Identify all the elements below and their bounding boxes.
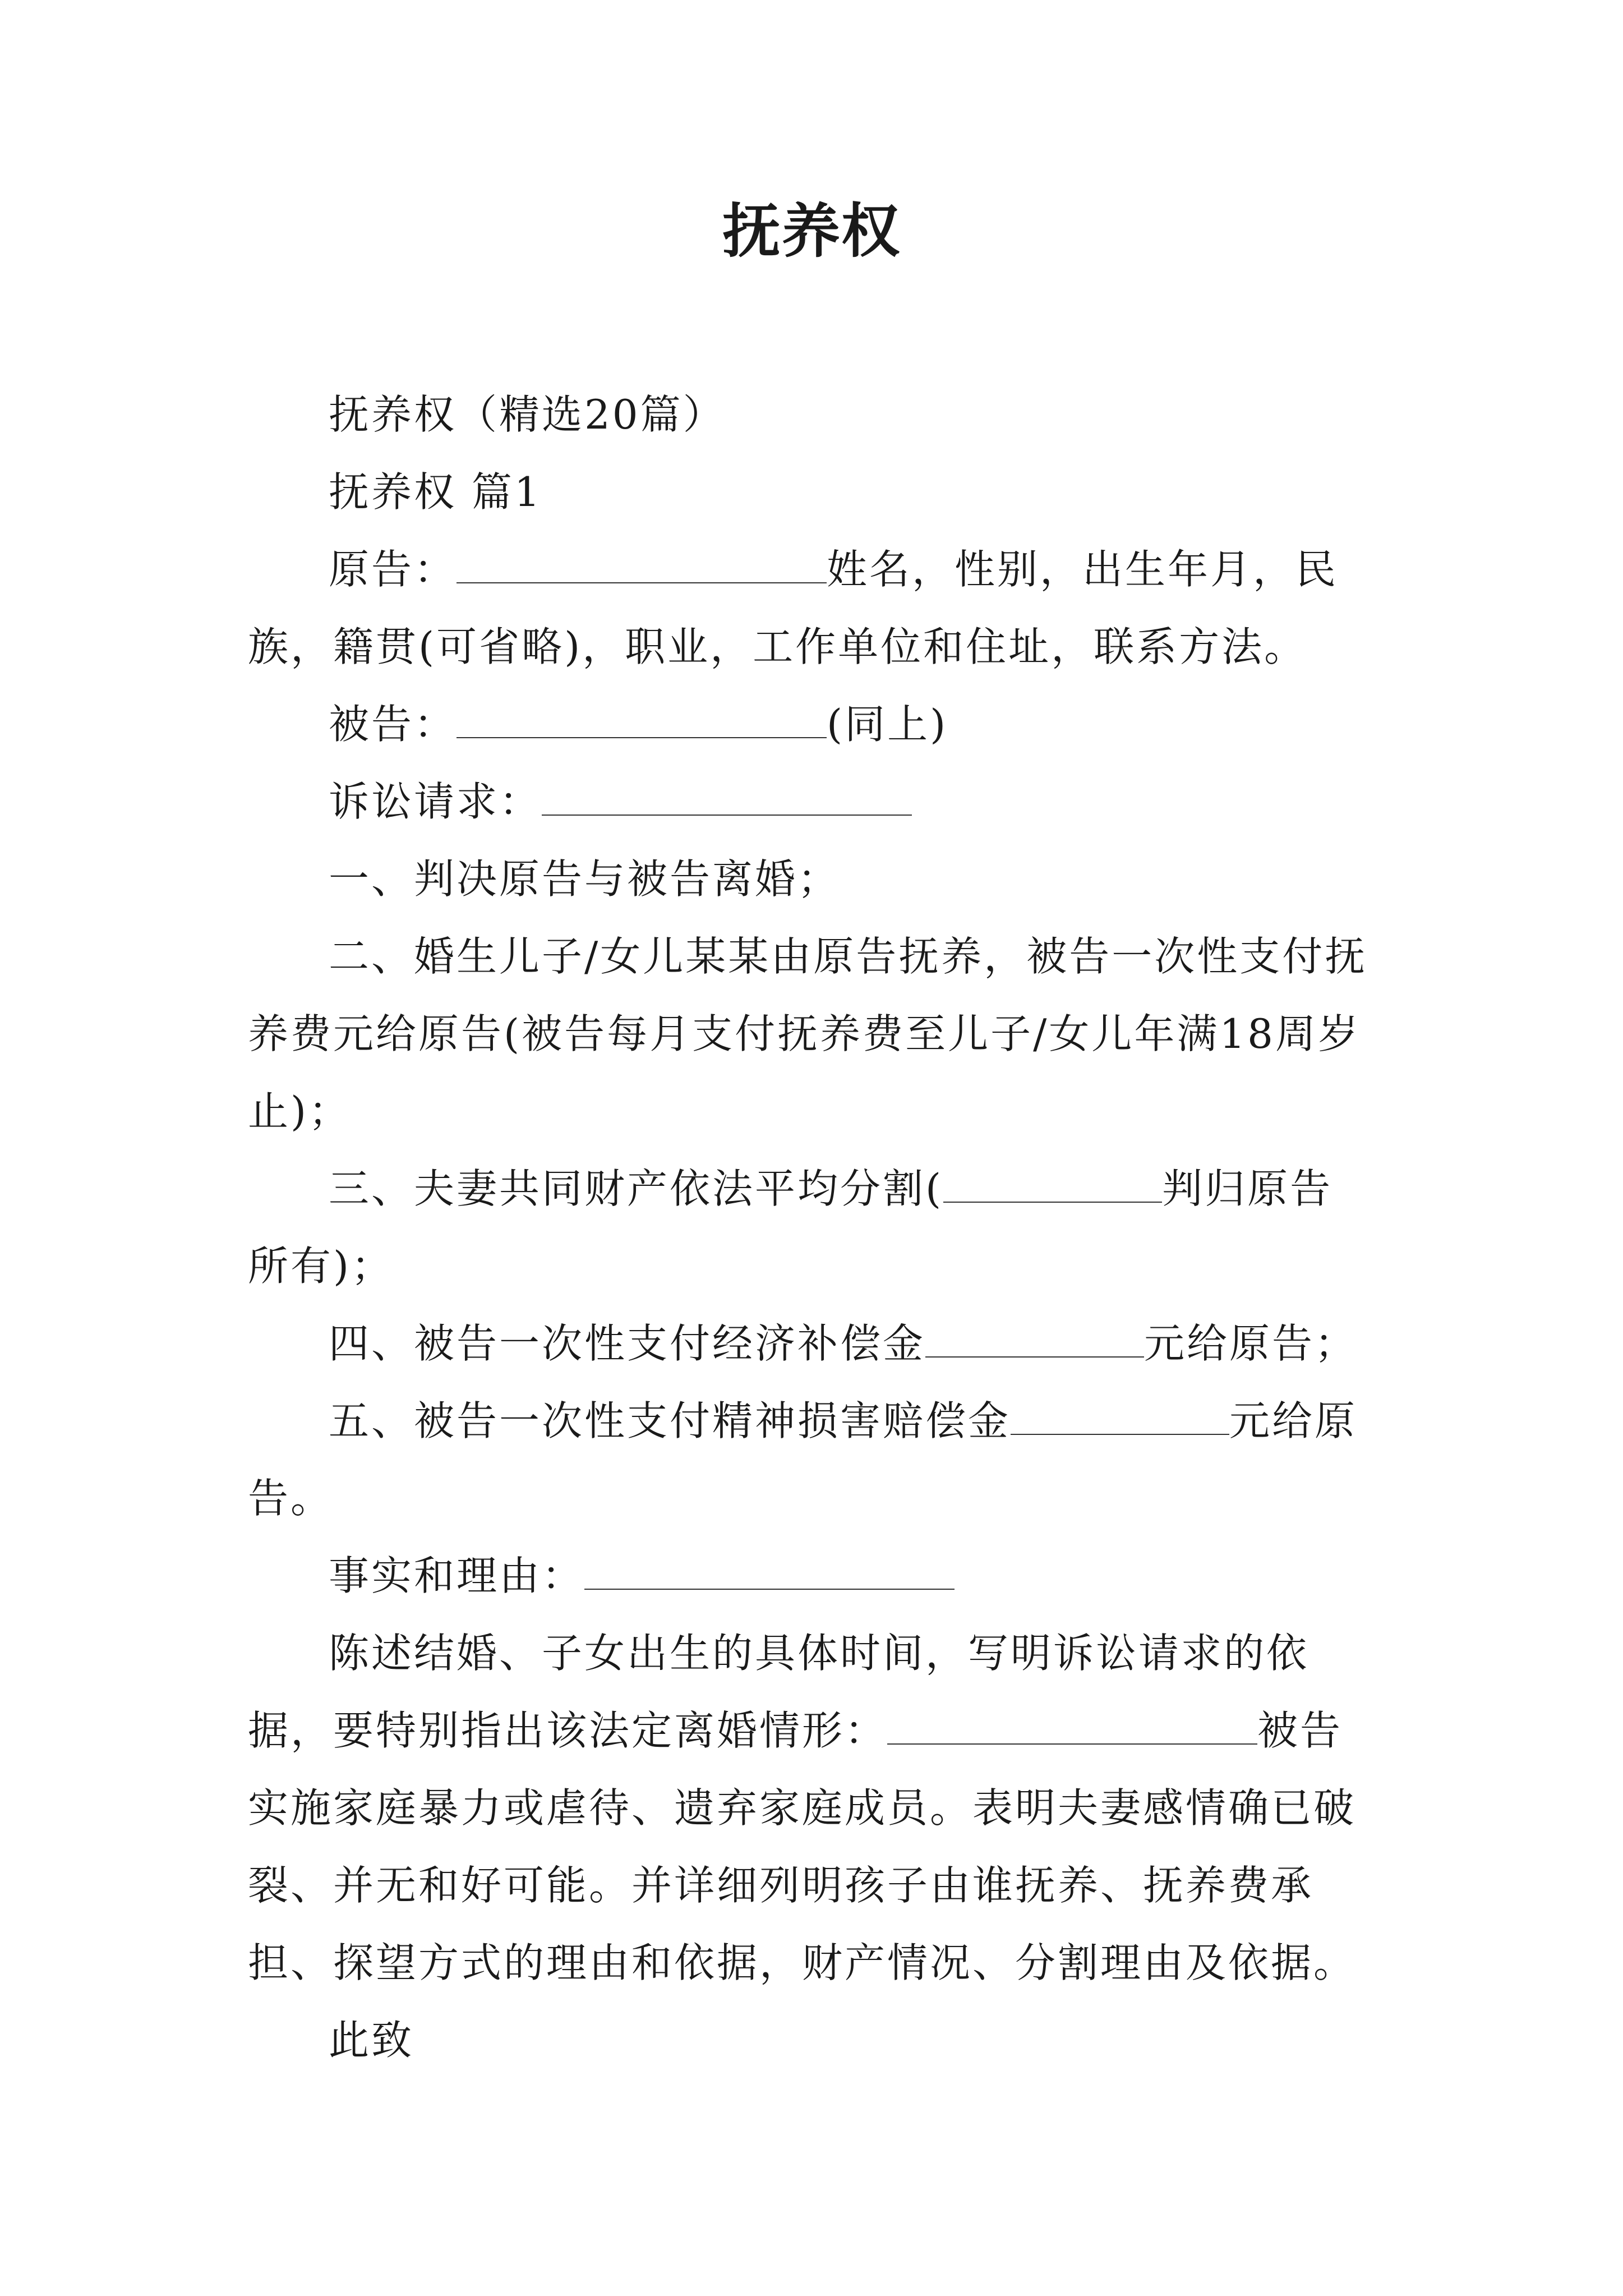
- claim-3-tail: 判归原告所有)；: [248, 1165, 1333, 1290]
- claim-4-text: 四、被告一次性支付经济补偿金: [329, 1320, 926, 1367]
- plaintiff-text: 姓名，性别，出生年月，民族，籍贯(可省略)，职业，工作单位和住址，联系方法。: [248, 546, 1339, 670]
- defendant-label: 被告：: [329, 701, 457, 748]
- plaintiff-blank: [457, 550, 827, 583]
- claim-5-blank: [1011, 1401, 1229, 1435]
- defendant-blank: [457, 705, 827, 738]
- defendant-text: (同上): [827, 701, 948, 748]
- subtitle: 抚养权（精选20篇）: [329, 391, 726, 438]
- claim-5-tail: 元给原告。: [248, 1397, 1358, 1522]
- facts-blank: [584, 1556, 955, 1590]
- claim-5: [248, 1382, 1375, 1537]
- claim-4: [248, 1305, 1375, 1382]
- claim-2: 二、婚生儿子/女儿某某由原告抚养，被告一次性支付抚养费元给原告(被告每月支付抚养费至儿子/女儿年满18周岁止)；: [248, 933, 1368, 1135]
- claim-1: 一、判决原告与被告离婚；: [329, 855, 841, 903]
- plaintiff-label: 原告：: [329, 546, 457, 593]
- facts-text: 陈述结婚、子女出生的具体时间，写明诉讼请求的依据，要特别指出该法定离婚情形：: [248, 1630, 1310, 1754]
- claim-4-blank: [925, 1324, 1144, 1358]
- document-body: [248, 376, 1375, 2079]
- claim-5-text: 五、被告一次性支付精神损害赔偿金: [329, 1397, 1011, 1444]
- claims-paragraph: [248, 763, 1375, 840]
- closing: 此致: [329, 2017, 414, 2064]
- facts-description-blank: [887, 1711, 1257, 1745]
- claim-4-tail: 元给原告；: [1144, 1320, 1358, 1367]
- facts-description: [248, 1614, 1375, 2001]
- claims-label: 诉讼请求：: [329, 778, 542, 825]
- section-heading: 抚养权 篇1: [329, 468, 542, 516]
- facts-label: 事实和理由：: [329, 1552, 585, 1599]
- document-title: 抚养权: [722, 196, 901, 265]
- plaintiff-paragraph: [248, 531, 1375, 685]
- claims-blank: [542, 782, 912, 816]
- defendant-paragraph: [248, 685, 1375, 763]
- facts-tail: 被告实施家庭暴力或虐待、遗弃家庭成员。表明夫妻感情确已破裂、并无和好可能。并详细列明孩子由谁抚养、抚养费承担、探望方式的理由和依据，财产情况、分割理由及依据。: [248, 1707, 1357, 1986]
- claim-3-text: 三、夫妻共同财产依法平均分割(: [329, 1165, 944, 1212]
- facts-paragraph: [248, 1537, 1375, 1614]
- claim-3-blank: [943, 1169, 1162, 1203]
- claim-3: [248, 1150, 1375, 1305]
